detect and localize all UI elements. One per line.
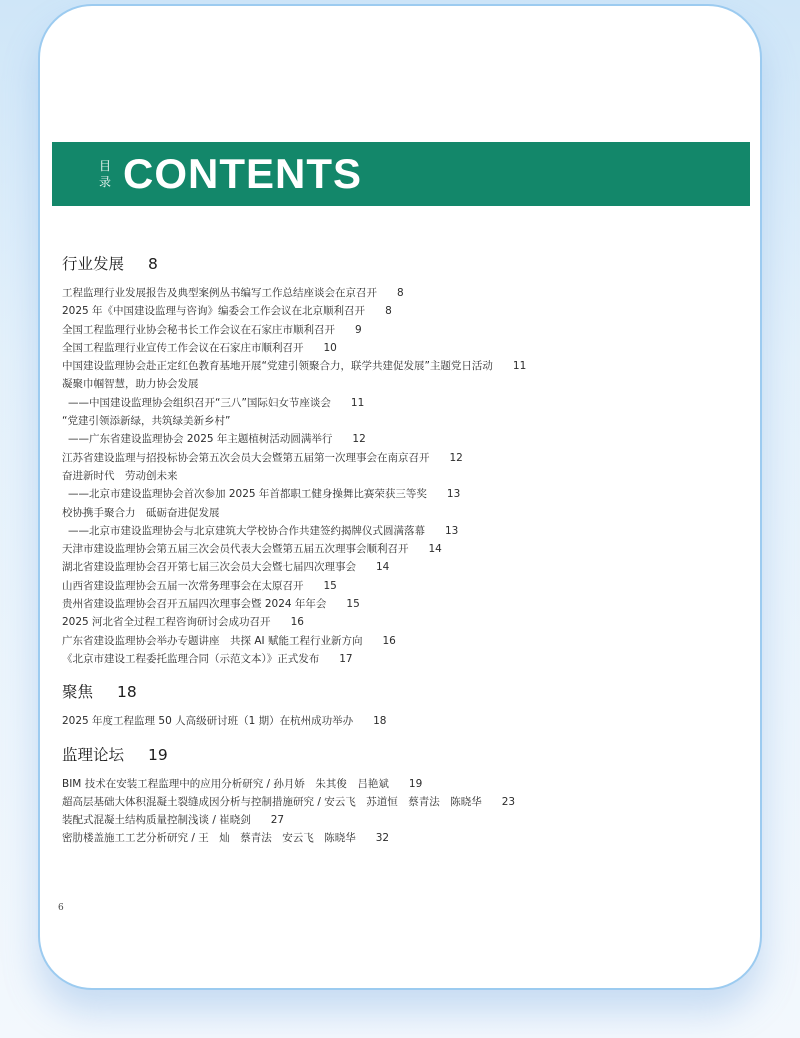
entry-page-number: 10 (323, 341, 337, 354)
table-of-contents (62, 252, 712, 860)
entry-title: 江苏省建设监理与招投标协会第五次会员大会暨第五届第一次理事会在南京召开 (62, 451, 430, 464)
entry-page-number: 15 (323, 579, 337, 592)
toc-entry[interactable] (62, 394, 712, 412)
contents-title: CONTENTS (123, 150, 362, 197)
entry-title: 2025 年《中国建设监理与咨询》编委会工作会议在北京顺利召开 (62, 305, 366, 318)
toc-entry[interactable] (62, 339, 712, 357)
toc-section (62, 743, 712, 848)
entry-title: ——中国建设监理协会组织召开“三八”国际妇女节座谈会 (68, 396, 331, 409)
entry-page-number: 11 (350, 396, 365, 409)
entry-title: 贵州省建设监理协会召开五届四次理事会暨 2024 年年会 (62, 598, 327, 611)
contents-banner (52, 142, 750, 206)
entry-title: 密肋楼盖施工工艺分析研究 / 王 灿 蔡青法 安云飞 陈晓华 (62, 832, 356, 845)
entry-title: 广东省建设监理协会举办专题讲座 共探 AI 赋能工程行业新方向 (62, 634, 363, 647)
entry-title: 凝聚巾帼智慧，助力协会发展 (62, 378, 199, 391)
toc-entry[interactable] (62, 522, 712, 540)
section-heading[interactable] (62, 743, 712, 769)
entry-title: 2025 河北省全过程工程咨询研讨会成功召开 (62, 616, 271, 629)
toc-entry[interactable] (62, 577, 712, 595)
entry-page-number: 17 (339, 652, 353, 665)
entry-title: 湖北省建设监理协会召开第七届三次会员大会暨七届四次理事会 (62, 561, 356, 574)
toc-entry[interactable] (62, 650, 712, 668)
entry-page-number: 19 (408, 777, 423, 790)
entry-title: 全国工程监理行业宣传工作会议在石家庄市顺利召开 (62, 341, 304, 354)
toc-entry[interactable] (62, 632, 712, 650)
section-title: 聚焦 (62, 683, 94, 702)
toc-entry[interactable] (62, 467, 712, 485)
toc-entry[interactable] (62, 775, 712, 793)
entry-title: 奋进新时代 劳动创未来 (62, 469, 178, 482)
section-heading[interactable] (62, 680, 712, 706)
entry-title: 校协携手聚合力 砥砺奋进促发展 (62, 506, 220, 519)
entry-title: ——北京市建设监理协会首次参加 2025 年首都职工健身操舞比赛荣获三等奖 (68, 488, 427, 501)
banner-label-char-1: 目 (99, 159, 112, 173)
entry-page-number: 32 (375, 832, 390, 845)
entry-title: ——广东省建设监理协会 2025 年主题植树活动圆满举行 (68, 433, 333, 446)
entry-page-number: 12 (352, 433, 366, 446)
entry-page-number: 14 (428, 543, 442, 556)
entry-title: 天津市建设监理协会第五届三次会员代表大会暨第五届五次理事会顺利召开 (62, 543, 409, 556)
toc-section (62, 680, 712, 730)
section-heading[interactable] (62, 252, 712, 278)
banner-small-label (99, 158, 117, 190)
entry-page-number: 12 (449, 451, 463, 464)
entry-page-number: 23 (501, 795, 516, 808)
toc-entry[interactable] (62, 375, 712, 393)
entry-page-number: 14 (376, 561, 390, 574)
section-page-number: 18 (117, 683, 137, 702)
entry-page-number: 16 (290, 616, 304, 629)
section-title: 行业发展 (62, 255, 125, 273)
entry-page-number: 18 (373, 715, 387, 728)
entry-title: 工程监理行业发展报告及典型案例丛书编写工作总结座谈会在京召开 (62, 287, 377, 299)
entry-page-number: 11 (512, 360, 527, 373)
entry-page-number: 27 (270, 814, 285, 827)
toc-entry[interactable] (62, 284, 712, 302)
toc-entry[interactable] (62, 829, 712, 847)
toc-entry[interactable] (62, 540, 712, 558)
entry-page-number: 9 (355, 323, 362, 336)
toc-entry[interactable] (62, 558, 712, 576)
entry-title: 山西省建设监理协会五届一次常务理事会在太原召开 (62, 579, 304, 592)
entry-page-number: 13 (446, 488, 461, 501)
entry-title: 装配式混凝土结构质量控制浅谈 / 崔晓剑 (62, 814, 251, 827)
entry-page-number: 15 (346, 598, 360, 611)
entry-title: 《北京市建设工程委托监理合同（示范文本）》正式发布 (62, 652, 320, 665)
entry-title: “党建引领添新绿，共筑绿美新乡村” (62, 415, 231, 428)
entry-title: 超高层基础大体积混凝土裂缝成因分析与控制措施研究 / 安云飞 苏道恒 蔡青法 陈晓华 (62, 795, 482, 808)
toc-section (62, 252, 712, 668)
toc-entry[interactable] (62, 811, 712, 829)
entry-title: 中国建设监理协会赴正定红色教育基地开展“党建引领聚合力，联学共建促发展”主题党日活动 (62, 360, 493, 373)
toc-entry[interactable] (62, 412, 712, 430)
entry-page-number: 8 (397, 287, 404, 299)
entry-title: ——北京市建设监理协会与北京建筑大学校协合作共建签约揭牌仪式圆满落幕 (68, 524, 425, 537)
entry-title: BIM 技术在安装工程监理中的应用分析研究 / 孙月娇 朱其俊 吕艳斌 (62, 777, 389, 790)
toc-entry[interactable] (62, 613, 712, 631)
toc-entry[interactable] (62, 793, 712, 811)
section-title: 监理论坛 (62, 745, 125, 764)
toc-entry[interactable] (62, 302, 712, 320)
entry-title: 2025 年度工程监理 50 人高级研讨班（1 期）在杭州成功举办 (62, 715, 354, 728)
toc-entry[interactable] (62, 504, 712, 522)
entry-page-number: 13 (445, 524, 459, 537)
section-page-number: 19 (148, 745, 168, 764)
toc-entry[interactable] (62, 595, 712, 613)
toc-entry[interactable] (62, 449, 712, 467)
toc-entry[interactable] (62, 357, 712, 375)
entry-title: 全国工程监理行业协会秘书长工作会议在石家庄市顺利召开 (62, 323, 335, 336)
toc-entry[interactable] (62, 430, 712, 448)
entry-page-number: 8 (385, 305, 392, 318)
banner-label-char-2: 录 (99, 175, 112, 189)
entry-page-number: 16 (382, 634, 396, 647)
toc-entry[interactable] (62, 712, 712, 730)
page-number: 6 (58, 903, 64, 913)
toc-entry[interactable] (62, 321, 712, 339)
section-page-number: 8 (148, 255, 158, 273)
toc-entry[interactable] (62, 485, 712, 503)
